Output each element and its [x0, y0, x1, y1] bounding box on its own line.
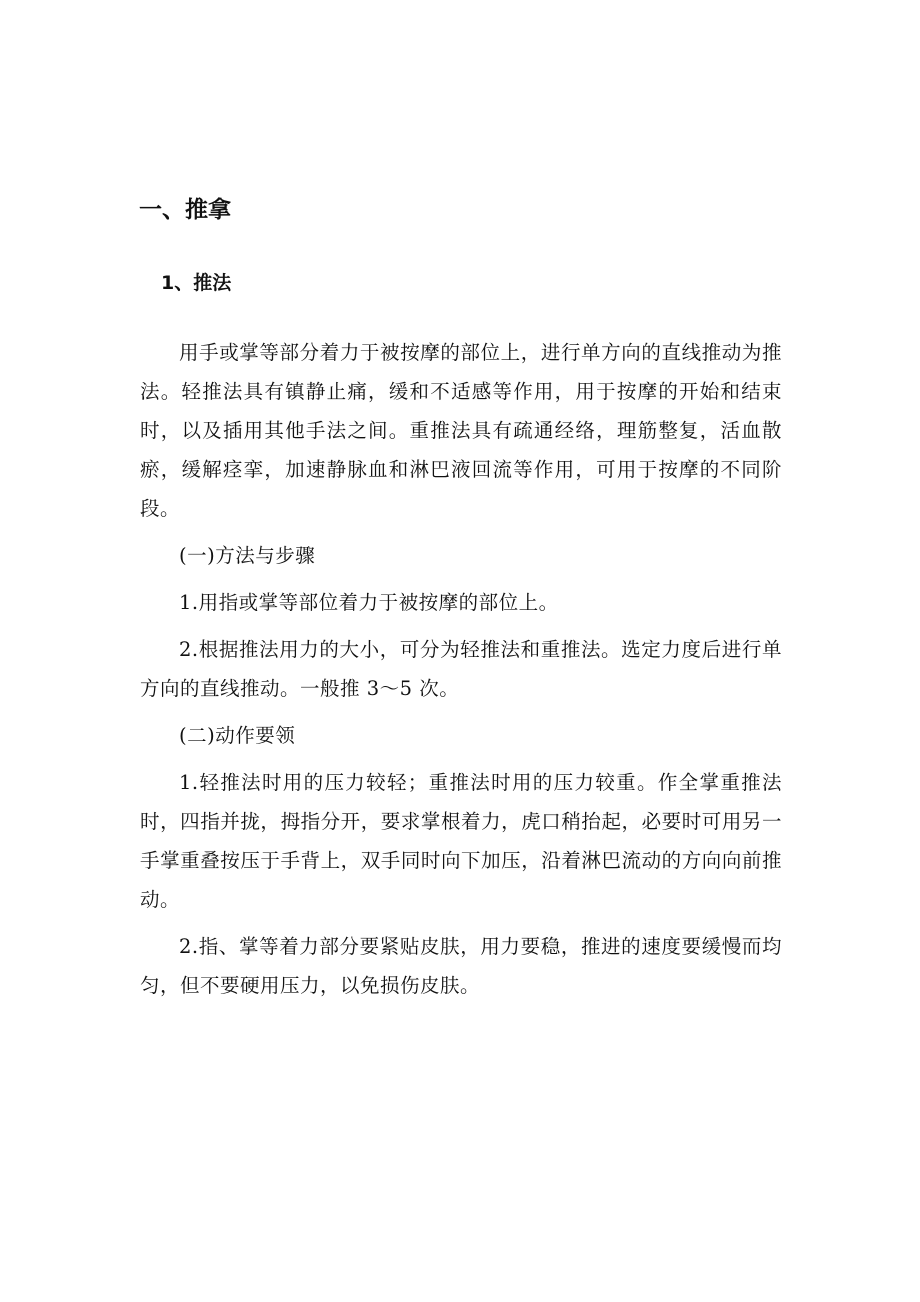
- document-body: [140, 333, 782, 1005]
- paragraph-essential-2: 2.指、掌等着力部分要紧贴皮肤，用力要稳，推进的速度要缓慢而均匀，但不要硬用压力，以免损伤皮肤。: [140, 935, 782, 997]
- paragraph-essentials-heading: (二)动作要领: [179, 724, 296, 747]
- paragraph-step-2: 2.根据推法用力的大小，可分为轻推法和重推法。选定力度后进行单方向的直线推动。一般推 3～5 次。: [140, 638, 782, 700]
- section-heading: 一、推拿: [139, 197, 231, 223]
- paragraph-essential-1: 1.轻推法时用的压力较轻；重推法时用的压力较重。作全掌重推法时，四指并拢，拇指分开，要求掌根着力，虎口稍抬起，必要时可用另一手掌重叠按压于手背上，双手同时向下加压，沿着淋巴流动的方向向前推动。: [140, 771, 782, 911]
- paragraph-method-heading: (一)方法与步骤: [179, 544, 316, 567]
- paragraph-intro: 用手或掌等部分着力于被按摩的部位上，进行单方向的直线推动为推法。轻推法具有镇静止痛，缓和不适感等作用，用于按摩的开始和结束时，以及插用其他手法之间。重推法具有疏通经络，理筋整复，活血散瘀，缓解痉挛，加速静脉血和淋巴液回流等作用，可用于按摩的不同阶段。: [140, 341, 782, 520]
- subsection-heading: 1、推法: [161, 272, 232, 294]
- paragraph-step-1: 1.用指或掌等部位着力于被按摩的部位上。: [179, 591, 559, 614]
